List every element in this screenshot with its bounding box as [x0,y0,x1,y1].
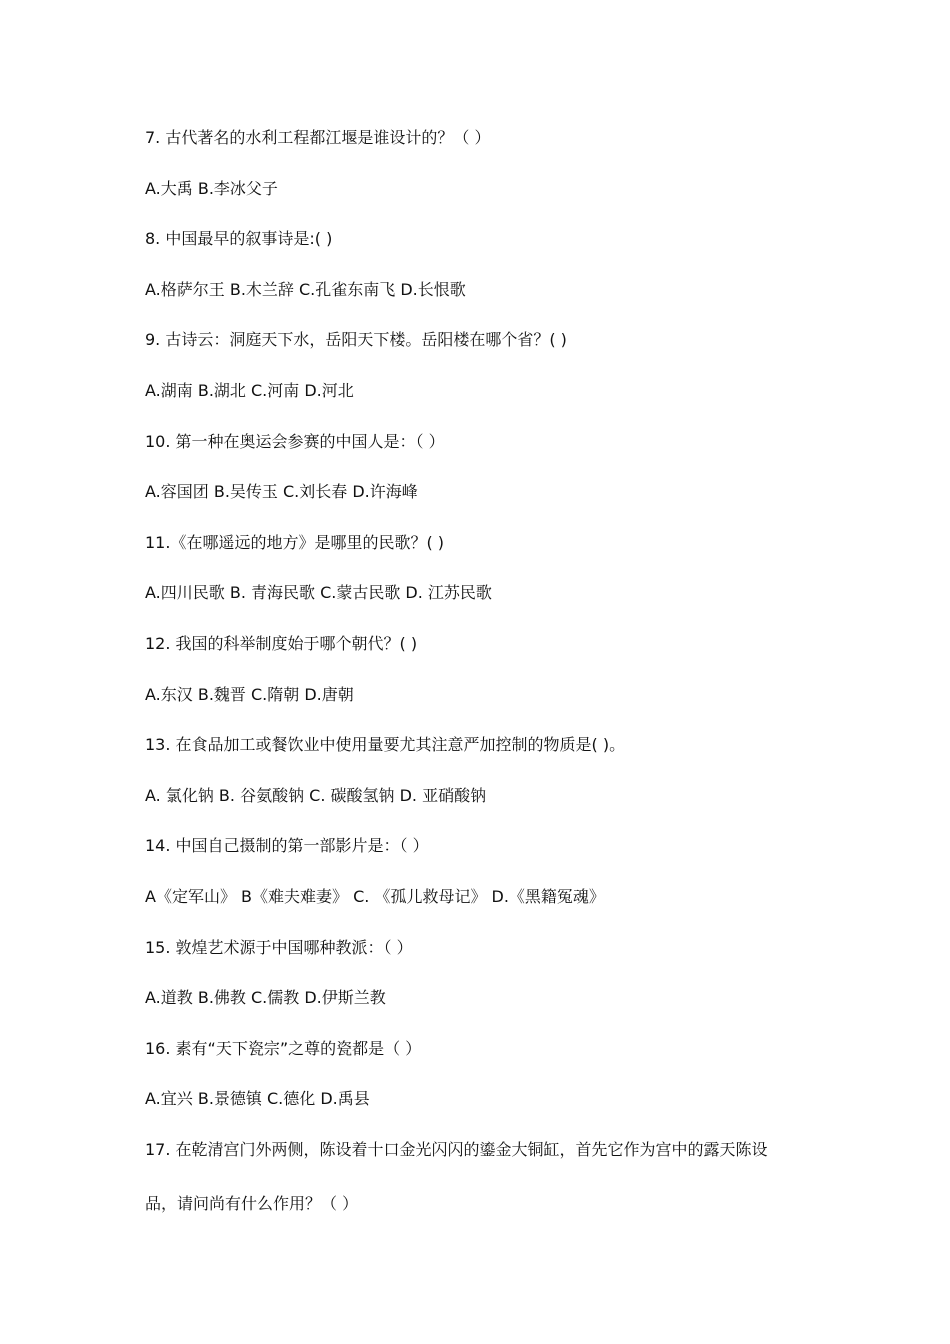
question-14: 14. 中国自己摄制的第一部影片是：（ ） [145,836,429,856]
options-8: A.格萨尔王 B.木兰辞 C.孔雀东南飞 D.长恨歌 [145,279,466,299]
question-17-line-1: 17. 在乾清宫门外两侧，陈设着十口金光闪闪的鎏金大铜缸，首先它作为宫中的露天陈设 [145,1139,768,1159]
options-15: A.道教 B.佛教 C.儒教 D.伊斯兰教 [145,988,386,1008]
options-10: A.容国团 B.吴传玉 C.刘长春 D.许海峰 [145,482,418,502]
question-7: 7. 古代著名的水利工程都江堰是谁设计的？（ ） [145,128,491,147]
question-10: 10. 第一种在奥运会参赛的中国人是：（ ） [145,431,445,451]
question-16: 16. 素有“天下瓷宗”之尊的瓷都是（ ） [145,1038,422,1058]
options-16: A.宜兴 B.景德镇 C.德化 D.禹县 [145,1089,370,1109]
question-15: 15. 敦煌艺术源于中国哪种教派：（ ） [145,937,413,957]
quiz-content [145,124,825,1240]
question-13: 13. 在食品加工或餐饮业中使用量要尤其注意严加控制的物质是( )。 [145,735,626,755]
question-17-line-2: 品，请问尚有什么作用？（ ） [145,1193,359,1213]
options-9: A.湖南 B.湖北 C.河南 D.河北 [145,380,354,400]
options-7: A.大禹 B.李冰父子 [145,178,278,198]
options-13: A. 氯化钠 B. 谷氨酸钠 C. 碳酸氢钠 D. 亚硝酸钠 [145,785,487,805]
question-11: 11.《在哪遥远的地方》是哪里的民歌？( ) [145,532,445,552]
question-8: 8. 中国最早的叙事诗是:( ) [145,229,333,249]
question-9: 9. 古诗云：洞庭天下水，岳阳天下楼。岳阳楼在哪个省？( ) [145,330,567,350]
options-11: A.四川民歌 B. 青海民歌 C.蒙古民歌 D. 江苏民歌 [145,583,492,603]
options-14: A《定军山》 B《难夫难妻》 C. 《孤儿救母记》 D.《黑籍冤魂》 [145,886,605,906]
question-12: 12. 我国的科举制度始于哪个朝代？( ) [145,633,418,653]
options-12: A.东汉 B.魏晋 C.隋朝 D.唐朝 [145,684,354,704]
